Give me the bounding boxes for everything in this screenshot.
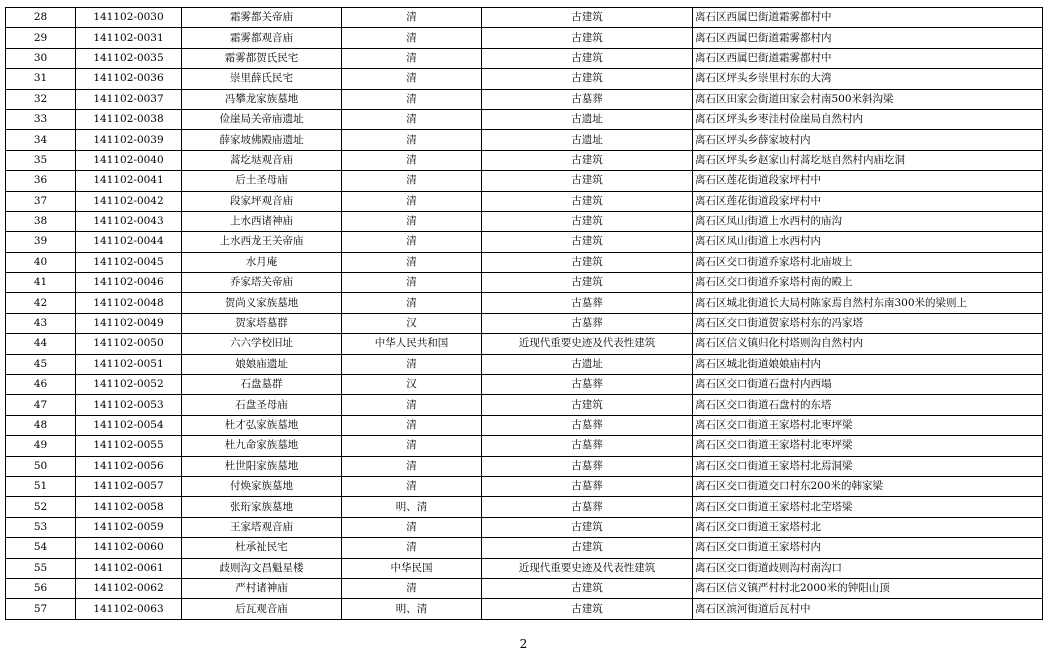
cell-category: 古建筑 [482, 171, 693, 191]
cell-site-name: 张珩家族墓地 [182, 497, 342, 517]
table-row [6, 69, 1043, 89]
cell-location: 离石区交口街道交口村东200米的韩家梁 [693, 476, 1043, 496]
cell-site-name: 六六学校旧址 [182, 334, 342, 354]
cell-era: 中华人民共和国 [342, 334, 482, 354]
cell-location: 离石区莲花街道段家坪村中 [693, 191, 1043, 211]
cell-code: 141102-0036 [76, 69, 182, 89]
cell-code: 141102-0046 [76, 273, 182, 293]
cell-category: 近现代重要史迹及代表性建筑 [482, 334, 693, 354]
table-row [6, 109, 1043, 129]
cell-category: 古建筑 [482, 48, 693, 68]
table-row [6, 313, 1043, 333]
table-row [6, 89, 1043, 109]
table-row [6, 130, 1043, 150]
cell-era: 清 [342, 48, 482, 68]
table-row [6, 150, 1043, 170]
cell-location: 离石区莲花街道段家坪村中 [693, 171, 1043, 191]
table-row [6, 232, 1043, 252]
cell-location: 离石区交口街道王家塔村北枣坪梁 [693, 436, 1043, 456]
table-row [6, 599, 1043, 619]
cell-era: 清 [342, 8, 482, 28]
cell-category: 古墓葬 [482, 476, 693, 496]
table-row [6, 578, 1043, 598]
table-row [6, 517, 1043, 537]
table-row [6, 354, 1043, 374]
cell-era: 清 [342, 109, 482, 129]
cell-location: 离石区城北街道长大局村陈家焉自然村东南300米的梁则上 [693, 293, 1043, 313]
cell-category: 古建筑 [482, 28, 693, 48]
cell-location: 离石区西属巴街道霜雾都村内 [693, 28, 1043, 48]
cell-site-name: 后瓦观音庙 [182, 599, 342, 619]
cell-number: 36 [6, 171, 76, 191]
cell-era: 清 [342, 395, 482, 415]
cell-code: 141102-0041 [76, 171, 182, 191]
cell-location: 离石区滨河街道后瓦村中 [693, 599, 1043, 619]
cell-code: 141102-0051 [76, 354, 182, 374]
cell-location: 离石区凤山街道上水西村内 [693, 232, 1043, 252]
cell-site-name: 贺尚义家族墓地 [182, 293, 342, 313]
cell-location: 离石区交口街道石盘村的东塔 [693, 395, 1043, 415]
cell-number: 31 [6, 69, 76, 89]
table-row [6, 334, 1043, 354]
cell-site-name: 霜雾都观音庙 [182, 28, 342, 48]
cell-number: 34 [6, 130, 76, 150]
cell-code: 141102-0045 [76, 252, 182, 272]
cell-code: 141102-0030 [76, 8, 182, 28]
cell-category: 古建筑 [482, 578, 693, 598]
cell-location: 离石区田家会街道田家会村南500米斜沟梁 [693, 89, 1043, 109]
cell-site-name: 后土圣母庙 [182, 171, 342, 191]
cell-code: 141102-0044 [76, 232, 182, 252]
page-number: 2 [519, 637, 528, 651]
cell-era: 中华民国 [342, 558, 482, 578]
cell-site-name: 歧则沟文昌魁星楼 [182, 558, 342, 578]
table-row [6, 293, 1043, 313]
cell-location: 离石区交口街道贺家塔村东的冯家塔 [693, 313, 1043, 333]
cell-code: 141102-0053 [76, 395, 182, 415]
cell-category: 古墓葬 [482, 375, 693, 395]
cell-era: 清 [342, 211, 482, 231]
cell-site-name: 杜承祉民宅 [182, 538, 342, 558]
cell-code: 141102-0062 [76, 578, 182, 598]
cell-site-name: 严村诸神庙 [182, 578, 342, 598]
cell-location: 离石区交口街道乔家塔村南的殿上 [693, 273, 1043, 293]
cell-era: 清 [342, 130, 482, 150]
cell-location: 离石区交口街道石盘村内西塌 [693, 375, 1043, 395]
cell-number: 29 [6, 28, 76, 48]
cell-code: 141102-0050 [76, 334, 182, 354]
cell-code: 141102-0058 [76, 497, 182, 517]
cell-category: 古遗址 [482, 109, 693, 129]
cell-number: 30 [6, 48, 76, 68]
cell-site-name: 俭崖局关帝庙遗址 [182, 109, 342, 129]
cell-era: 清 [342, 150, 482, 170]
cell-era: 清 [342, 191, 482, 211]
cell-code: 141102-0052 [76, 375, 182, 395]
table-row [6, 273, 1043, 293]
cell-code: 141102-0054 [76, 415, 182, 435]
cell-era: 明、清 [342, 497, 482, 517]
cell-era: 汉 [342, 313, 482, 333]
cell-category: 古建筑 [482, 211, 693, 231]
cell-category: 古墓葬 [482, 313, 693, 333]
cell-era: 清 [342, 538, 482, 558]
cell-era: 清 [342, 273, 482, 293]
cell-number: 53 [6, 517, 76, 537]
table-row [6, 558, 1043, 578]
cell-number: 46 [6, 375, 76, 395]
cell-number: 51 [6, 476, 76, 496]
heritage-site-table [5, 7, 1043, 620]
cell-category: 古建筑 [482, 8, 693, 28]
cell-number: 55 [6, 558, 76, 578]
cell-location: 离石区交口街道王家塔村内 [693, 538, 1043, 558]
cell-category: 近现代重要史迹及代表性建筑 [482, 558, 693, 578]
cell-site-name: 上水西诸神庙 [182, 211, 342, 231]
cell-location: 离石区信义镇归化村塔则沟自然村内 [693, 334, 1043, 354]
table-row [6, 48, 1043, 68]
cell-category: 古墓葬 [482, 293, 693, 313]
cell-number: 45 [6, 354, 76, 374]
cell-code: 141102-0039 [76, 130, 182, 150]
cell-site-name: 石盘墓群 [182, 375, 342, 395]
cell-site-name: 霜雾都贺氏民宅 [182, 48, 342, 68]
table-row [6, 252, 1043, 272]
cell-number: 41 [6, 273, 76, 293]
cell-era: 清 [342, 171, 482, 191]
cell-code: 141102-0043 [76, 211, 182, 231]
cell-category: 古建筑 [482, 252, 693, 272]
cell-number: 54 [6, 538, 76, 558]
cell-number: 50 [6, 456, 76, 476]
cell-location: 离石区坪头乡枣洼村俭崖局自然村内 [693, 109, 1043, 129]
table-row [6, 28, 1043, 48]
cell-site-name: 付焕家族墓地 [182, 476, 342, 496]
cell-era: 明、清 [342, 599, 482, 619]
cell-era: 清 [342, 69, 482, 89]
cell-number: 38 [6, 211, 76, 231]
cell-era: 清 [342, 436, 482, 456]
cell-code: 141102-0060 [76, 538, 182, 558]
cell-code: 141102-0035 [76, 48, 182, 68]
table-row [6, 395, 1043, 415]
table-row [6, 476, 1043, 496]
table-row [6, 8, 1043, 28]
cell-code: 141102-0055 [76, 436, 182, 456]
cell-category: 古墓葬 [482, 89, 693, 109]
cell-era: 清 [342, 456, 482, 476]
table-row [6, 415, 1043, 435]
cell-code: 141102-0037 [76, 89, 182, 109]
cell-site-name: 薛家坡佛殿庙遗址 [182, 130, 342, 150]
cell-location: 离石区交口街道王家塔村北 [693, 517, 1043, 537]
cell-category: 古墓葬 [482, 415, 693, 435]
cell-code: 141102-0042 [76, 191, 182, 211]
cell-category: 古建筑 [482, 538, 693, 558]
cell-category: 古建筑 [482, 232, 693, 252]
cell-era: 清 [342, 354, 482, 374]
cell-location: 离石区交口街道王家塔村北枣坪梁 [693, 415, 1043, 435]
cell-site-name: 杜才弘家族墓地 [182, 415, 342, 435]
cell-site-name: 杜世阳家族墓地 [182, 456, 342, 476]
table-row [6, 436, 1043, 456]
table-body [6, 8, 1043, 620]
cell-era: 清 [342, 293, 482, 313]
cell-number: 57 [6, 599, 76, 619]
cell-location: 离石区信义镇严村村北2000米的钟阳山顶 [693, 578, 1043, 598]
cell-era: 清 [342, 476, 482, 496]
cell-category: 古建筑 [482, 599, 693, 619]
cell-location: 离石区西属巴街道霜雾都村中 [693, 8, 1043, 28]
cell-site-name: 水月庵 [182, 252, 342, 272]
cell-number: 52 [6, 497, 76, 517]
cell-number: 40 [6, 252, 76, 272]
table-row [6, 171, 1043, 191]
cell-number: 28 [6, 8, 76, 28]
cell-code: 141102-0031 [76, 28, 182, 48]
cell-location: 离石区坪头乡薛家坡村内 [693, 130, 1043, 150]
cell-site-name: 王家塔观音庙 [182, 517, 342, 537]
cell-site-name: 上水西龙王关帝庙 [182, 232, 342, 252]
cell-category: 古建筑 [482, 191, 693, 211]
cell-era: 清 [342, 252, 482, 272]
cell-number: 37 [6, 191, 76, 211]
cell-category: 古建筑 [482, 273, 693, 293]
table-row [6, 375, 1043, 395]
cell-code: 141102-0063 [76, 599, 182, 619]
cell-category: 古建筑 [482, 517, 693, 537]
cell-number: 39 [6, 232, 76, 252]
cell-category: 古建筑 [482, 69, 693, 89]
cell-code: 141102-0059 [76, 517, 182, 537]
cell-location: 离石区交口街道乔家塔村北庙坡上 [693, 252, 1043, 272]
cell-category: 古遗址 [482, 354, 693, 374]
cell-site-name: 娘娘庙遗址 [182, 354, 342, 374]
cell-location: 离石区凤山街道上水西村的庙沟 [693, 211, 1043, 231]
cell-era: 清 [342, 415, 482, 435]
table-row [6, 211, 1043, 231]
cell-code: 141102-0040 [76, 150, 182, 170]
cell-era: 清 [342, 89, 482, 109]
cell-era: 汉 [342, 375, 482, 395]
cell-site-name: 冯攀龙家族墓地 [182, 89, 342, 109]
cell-location: 离石区坪头乡崇里村东的大湾 [693, 69, 1043, 89]
cell-category: 古墓葬 [482, 497, 693, 517]
cell-site-name: 段家坪观音庙 [182, 191, 342, 211]
cell-location: 离石区西属巴街道霜雾都村中 [693, 48, 1043, 68]
cell-location: 离石区交口街道王家塔村北茔塔梁 [693, 497, 1043, 517]
cell-number: 56 [6, 578, 76, 598]
cell-number: 49 [6, 436, 76, 456]
cell-site-name: 崇里薛氏民宅 [182, 69, 342, 89]
cell-site-name: 贺家塔墓群 [182, 313, 342, 333]
cell-location: 离石区交口街道王家塔村北焉洞梁 [693, 456, 1043, 476]
cell-era: 清 [342, 28, 482, 48]
cell-location: 离石区坪头乡赵家山村蒿圪垯自然村内庙圪洞 [693, 150, 1043, 170]
cell-number: 33 [6, 109, 76, 129]
cell-number: 43 [6, 313, 76, 333]
cell-era: 清 [342, 232, 482, 252]
cell-number: 47 [6, 395, 76, 415]
cell-number: 35 [6, 150, 76, 170]
table-row [6, 538, 1043, 558]
table-row [6, 191, 1043, 211]
cell-era: 清 [342, 517, 482, 537]
cell-category: 古遗址 [482, 130, 693, 150]
cell-number: 42 [6, 293, 76, 313]
cell-site-name: 霜雾都关帝庙 [182, 8, 342, 28]
cell-code: 141102-0049 [76, 313, 182, 333]
cell-category: 古建筑 [482, 395, 693, 415]
cell-site-name: 杜九命家族墓地 [182, 436, 342, 456]
cell-site-name: 乔家塔关帝庙 [182, 273, 342, 293]
cell-code: 141102-0057 [76, 476, 182, 496]
cell-code: 141102-0038 [76, 109, 182, 129]
cell-site-name: 蒿圪垯观音庙 [182, 150, 342, 170]
cell-era: 清 [342, 578, 482, 598]
cell-category: 古墓葬 [482, 436, 693, 456]
cell-location: 离石区城北街道娘娘庙村内 [693, 354, 1043, 374]
cell-number: 48 [6, 415, 76, 435]
cell-number: 32 [6, 89, 76, 109]
table-row [6, 497, 1043, 517]
cell-category: 古建筑 [482, 150, 693, 170]
cell-code: 141102-0061 [76, 558, 182, 578]
cell-code: 141102-0048 [76, 293, 182, 313]
cell-location: 离石区交口街道歧则沟村南沟口 [693, 558, 1043, 578]
cell-site-name: 石盘圣母庙 [182, 395, 342, 415]
cell-number: 44 [6, 334, 76, 354]
cell-category: 古墓葬 [482, 456, 693, 476]
table-row [6, 456, 1043, 476]
cell-code: 141102-0056 [76, 456, 182, 476]
